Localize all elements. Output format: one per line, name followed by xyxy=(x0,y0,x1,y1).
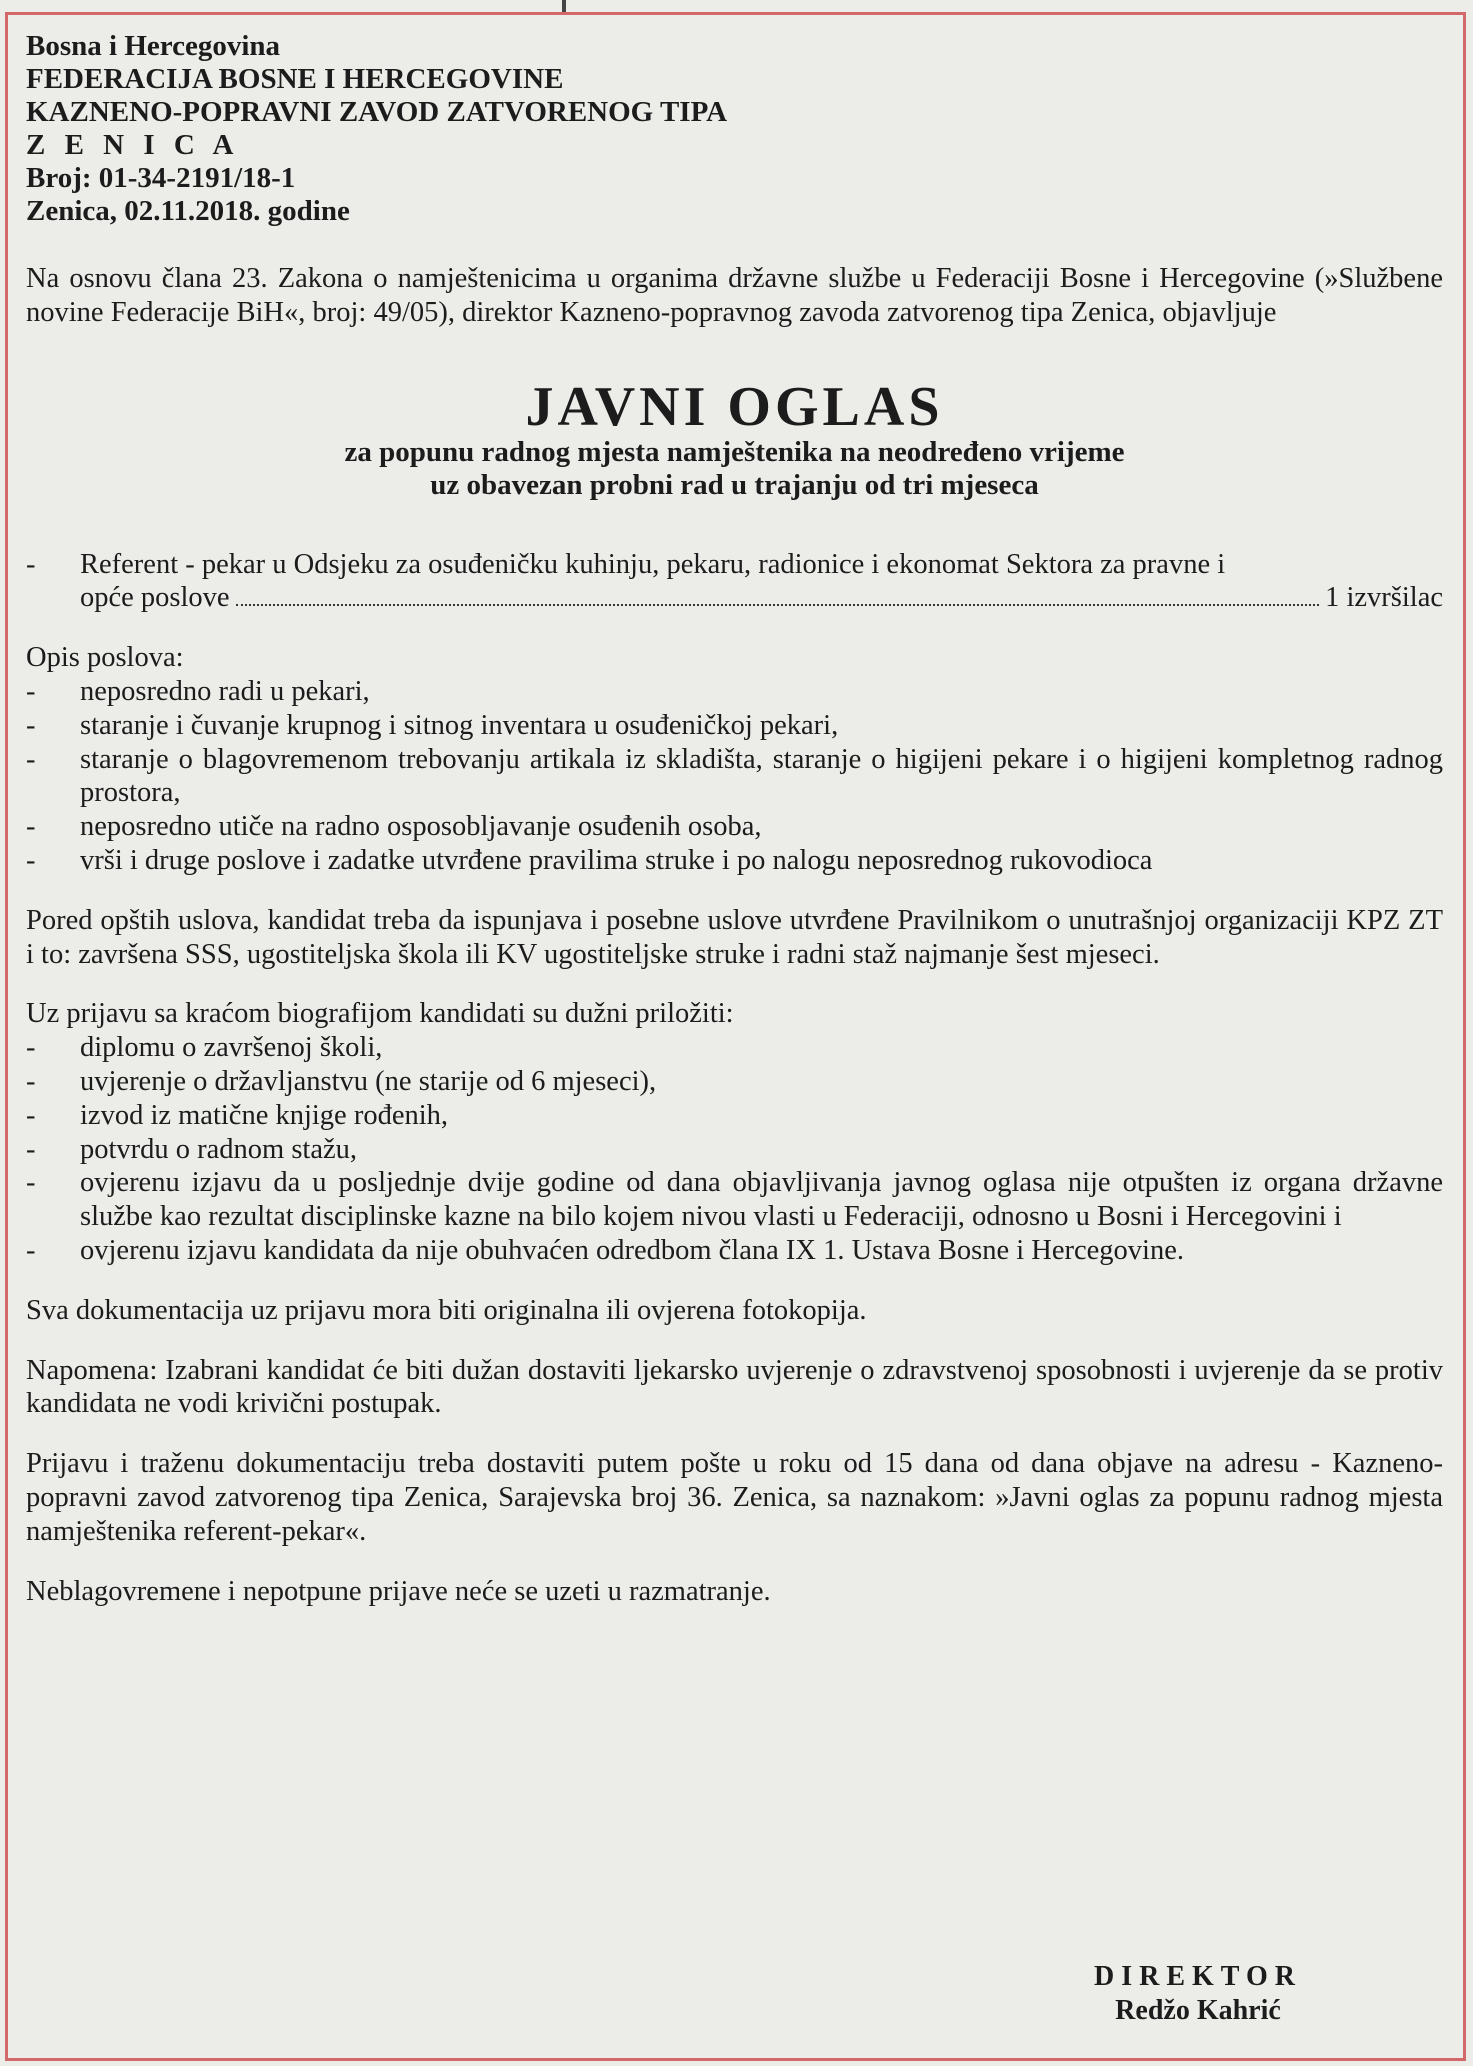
documents-heading: Uz prijavu sa kraćom biografijom kandidati su dužni priložiti: xyxy=(26,998,734,1030)
submission-paragraph: Prijavu i traženu dokumentaciju treba dostaviti putem pošte u roku od 15 dana od dana objave na adresu - Kazneno-popravni zavod zatvorenog tipa Zenica, Sarajevska broj 36. Zenica, sa naznakom: »Javni oglas za popunu radnog mjesta namještenika referent-pekar«. xyxy=(26,1448,1443,1547)
position-count: 1 izvršilac xyxy=(1325,582,1443,614)
document-item-text: ovjerenu izjavu da u posljednje dvije godine od dana objavljivanja javnog oglasa nije otpušten iz organa državne službe kao rezultat disciplinske kazne na bilo kojem nivou vlasti u Federaciji, odnosno u Bosni i Hercegovini i xyxy=(80,1167,1443,1233)
document-item-text: izvod iz matične knjige rođenih, xyxy=(80,1099,449,1131)
duty-item xyxy=(26,709,1443,743)
signature-title: DIREKTOR xyxy=(1094,1961,1302,1992)
header-country: Bosna i Hercegovina xyxy=(26,30,281,62)
rejection-paragraph: Neblagovremene i nepotpune prijave neće se uzeti u razmatranje. xyxy=(26,1575,771,1607)
duty-item-text: staranje o blagovremenom trebovanju artikala iz skladišta, staranje o higijeni pekare i o higijeni kompletnog radnog prostora, xyxy=(80,743,1443,809)
document-item xyxy=(26,1031,1443,1065)
document-header xyxy=(26,30,1443,228)
position-department: opće poslove xyxy=(80,582,230,614)
position-line-2 xyxy=(80,581,1443,615)
intro-paragraph: Na osnovu člana 23. Zakona o namještenicima u organima državne službe u Federaciji Bosne i Hercegovine (»Službene novine Federacije BiH«, broj: 49/05), direktor Kazneno-popravnog zavoda zatvorenog tipa Zenica, objavljuje xyxy=(26,263,1443,328)
document-item xyxy=(26,1133,1443,1167)
announcement-body xyxy=(26,30,1443,1608)
document-item-text: potvrdu o radnom stažu, xyxy=(80,1133,358,1165)
originals-note: Sva dokumentacija uz prijavu mora biti originalna ili ovjerena fotokopija. xyxy=(26,1294,867,1326)
header-institution: KAZNENO-POPRAVNI ZAVOD ZATVORENOG TIPA xyxy=(26,96,728,128)
subtitle-line-2: uz obavezan probni rad u trajanju od tri mjeseca xyxy=(430,468,1039,501)
position-list xyxy=(26,548,1443,616)
position-line-1: Referent - pekar u Odsjeku za osuđeničku kuhinju, pekaru, radionice i ekonomat Sektora za pravne i xyxy=(80,548,1226,580)
duties-heading: Opis poslova: xyxy=(26,642,184,674)
list-bullet: - xyxy=(26,1099,36,1131)
list-bullet: - xyxy=(26,1234,36,1266)
document-item-text: ovjerenu izjavu kandidata da nije obuhvaćen odredbom člana IX 1. Ustava Bosne i Hercegovine. xyxy=(80,1234,1184,1266)
duty-item xyxy=(26,743,1443,811)
duty-item xyxy=(26,675,1443,709)
list-bullet: - xyxy=(26,548,36,580)
list-bullet: - xyxy=(26,1065,36,1097)
conditions-paragraph: Pored opštih uslova, kandidat treba da ispunjava i posebne uslove utvrđene Pravilnikom o unutrašnjoj organizaciji KPZ ZT i to: završena SSS, ugostiteljska škola ili KV ugostiteljske struke i radni staž najmanje šest mjeseci. xyxy=(26,904,1443,970)
list-bullet: - xyxy=(26,743,36,775)
list-bullet: - xyxy=(26,709,36,741)
duties-list xyxy=(26,675,1443,878)
duty-item xyxy=(26,844,1443,878)
position-item xyxy=(26,548,1443,616)
documents-list xyxy=(26,1031,1443,1268)
header-federation: FEDERACIJA BOSNE I HERCEGOVINE xyxy=(26,63,564,95)
page-title: JAVNI OGLAS xyxy=(525,375,944,438)
dot-leader xyxy=(236,604,1319,606)
duty-item-text: neposredno radi u pekari, xyxy=(80,675,370,707)
remark-paragraph: Napomena: Izabrani kandidat će biti dužan dostaviti ljekarsko uvjerenje o zdravstvenoj sposobnosti i uvjerenje da se protiv kandidata ne vodi krivični postupak. xyxy=(26,1354,1443,1420)
list-bullet: - xyxy=(26,844,36,876)
list-bullet: - xyxy=(26,1133,36,1165)
duty-item xyxy=(26,810,1443,844)
signature-block xyxy=(1068,1960,1328,2028)
list-bullet: - xyxy=(26,675,36,707)
document-item xyxy=(26,1234,1443,1268)
list-bullet: - xyxy=(26,811,36,843)
document-item xyxy=(26,1065,1443,1099)
header-number: Broj: 01-34-2191/18-1 xyxy=(26,162,296,194)
signature-name: Redžo Kahrić xyxy=(1115,1995,1281,2026)
document-item-text: diplomu o završenoj školi, xyxy=(80,1032,383,1064)
duty-item-text: staranje i čuvanje krupnog i sitnog inventara u osuđeničkoj pekari, xyxy=(80,709,839,741)
list-bullet: - xyxy=(26,1032,36,1064)
duty-item-text: neposredno utiče na radno osposobljavanje osuđenih osoba, xyxy=(80,811,762,843)
document-item-text: uvjerenje o državljanstvu (ne starije od 6 mjeseci), xyxy=(80,1065,657,1097)
header-date: Zenica, 02.11.2018. godine xyxy=(26,195,350,227)
title-block xyxy=(26,375,1443,502)
subtitle-line-1: za popunu radnog mjesta namještenika na neodređeno vrijeme xyxy=(344,435,1125,468)
duty-item-text: vrši i druge poslove i zadatke utvrđene pravilima struke i po nalogu neposrednog rukovodioca xyxy=(80,844,1153,876)
header-city: Z E N I C A xyxy=(26,129,240,161)
document-item xyxy=(26,1099,1443,1133)
list-bullet: - xyxy=(26,1167,36,1199)
document-item xyxy=(26,1166,1443,1234)
